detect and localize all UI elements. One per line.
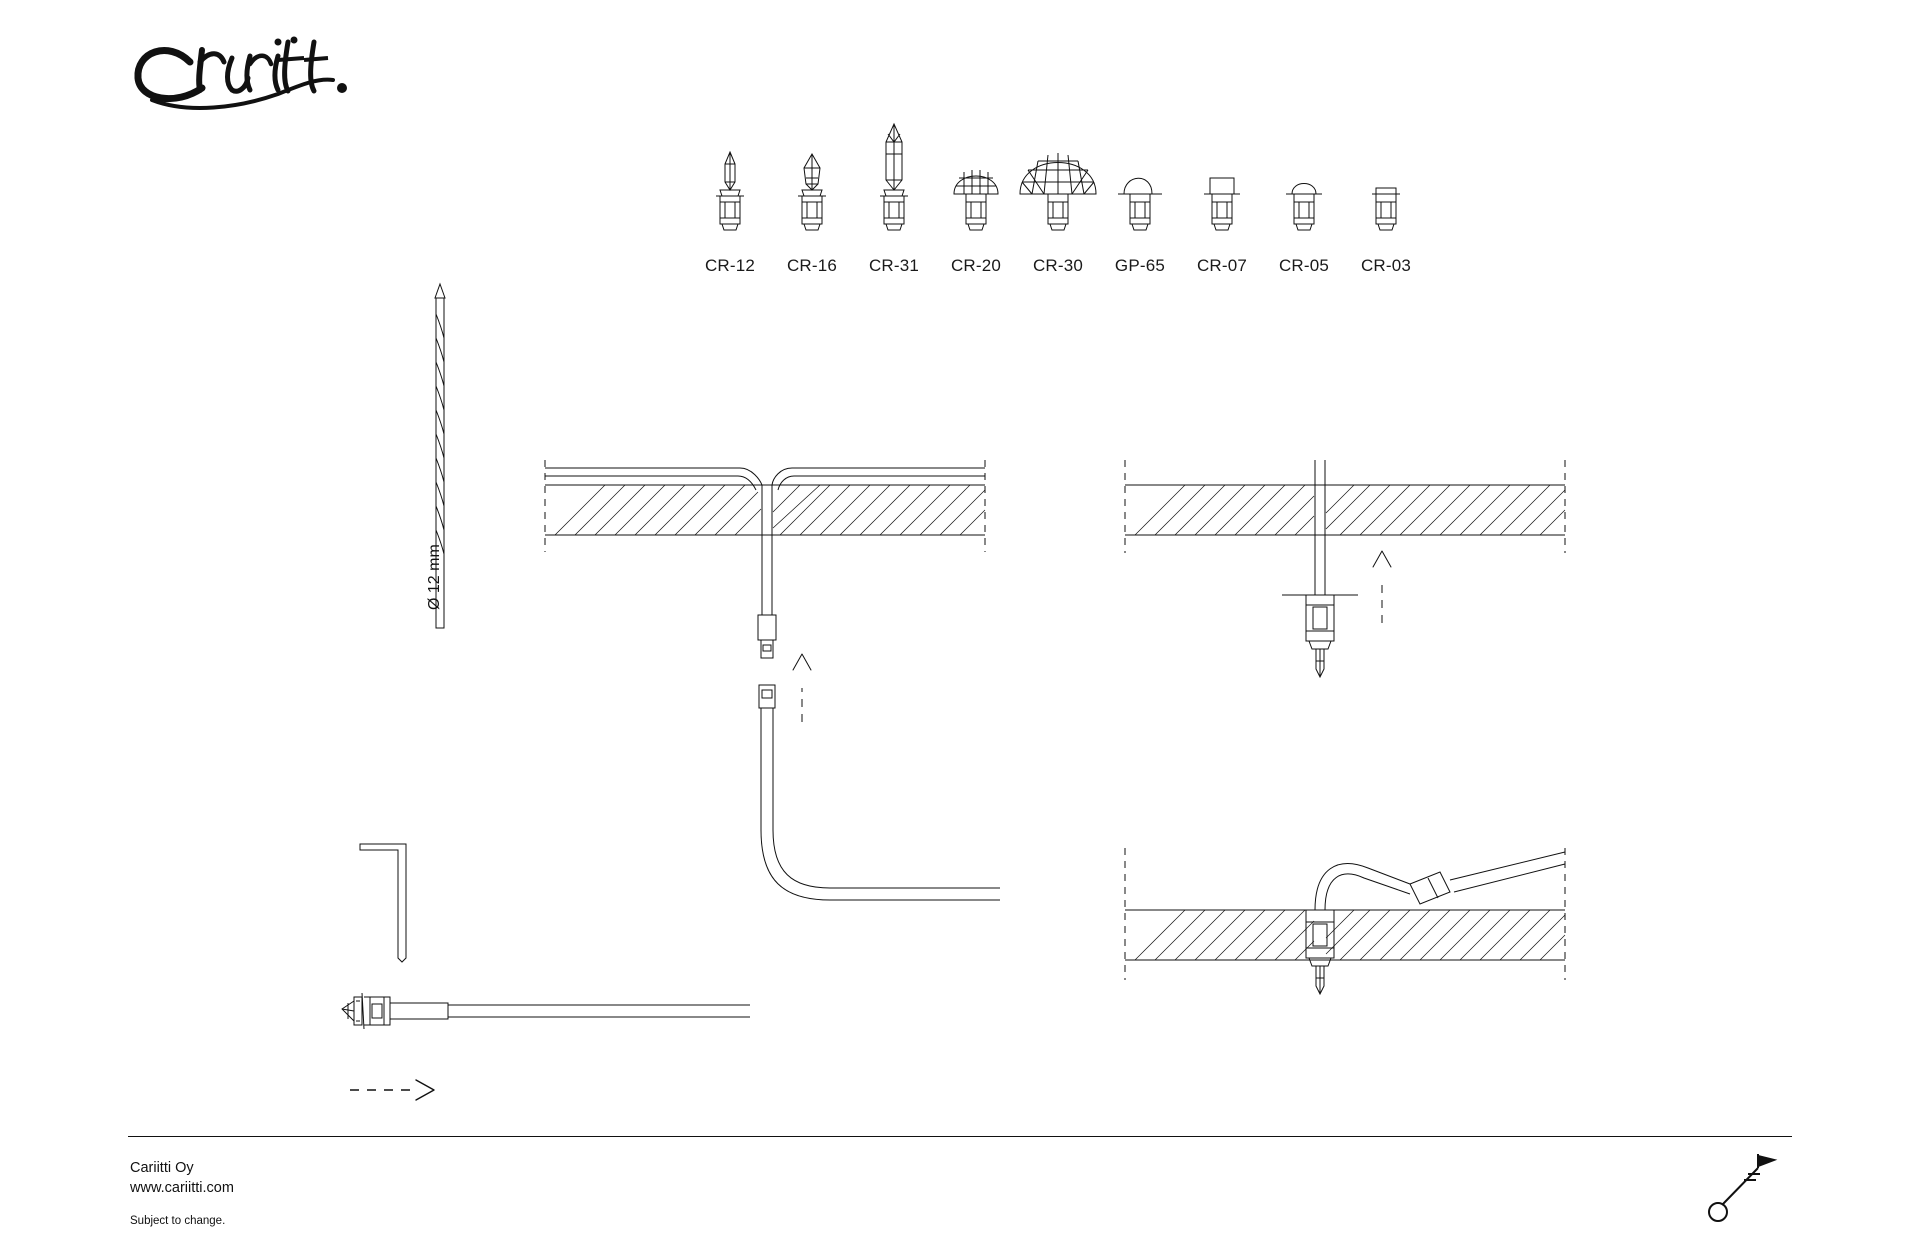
- hex-key-icon: [350, 830, 430, 980]
- drill-diameter-label: Ø 12 mm: [426, 544, 443, 610]
- catalogue-item-label: CR-12: [704, 256, 756, 275]
- catalogue-item-label: CR-05: [1278, 256, 1330, 275]
- catalogue-item-label: GP-65: [1114, 256, 1166, 275]
- footer-company-block: [130, 1158, 234, 1198]
- catalogue-item-label: CR-07: [1196, 256, 1248, 275]
- cariitti-logo: [128, 22, 378, 112]
- insert-direction-arrow: [340, 1070, 470, 1110]
- footer-divider: [128, 1136, 1792, 1137]
- catalogue-item-label: CR-30: [1032, 256, 1084, 275]
- fixture-installed-diagram: [1110, 800, 1580, 1060]
- catalogue-item-label: CR-20: [950, 256, 1002, 275]
- catalogue-item-label: CR-16: [786, 256, 838, 275]
- catalogue-item-label: CR-31: [868, 256, 920, 275]
- flush-cap-fixture-icon: [1336, 120, 1436, 250]
- footer-company: Cariitti Oy: [130, 1160, 194, 1176]
- catalogue-item-label: CR-03: [1360, 256, 1412, 275]
- footer-website: www.cariitti.com: [130, 1180, 234, 1196]
- drill-bit-diagram: [400, 280, 520, 640]
- catalogue-item: [1336, 120, 1436, 276]
- fixture-insert-diagram: [1110, 455, 1580, 755]
- fixture-catalogue: [680, 120, 1600, 320]
- footer-disclaimer: Subject to change.: [130, 1215, 226, 1227]
- key-flag-logo: [1700, 1150, 1780, 1230]
